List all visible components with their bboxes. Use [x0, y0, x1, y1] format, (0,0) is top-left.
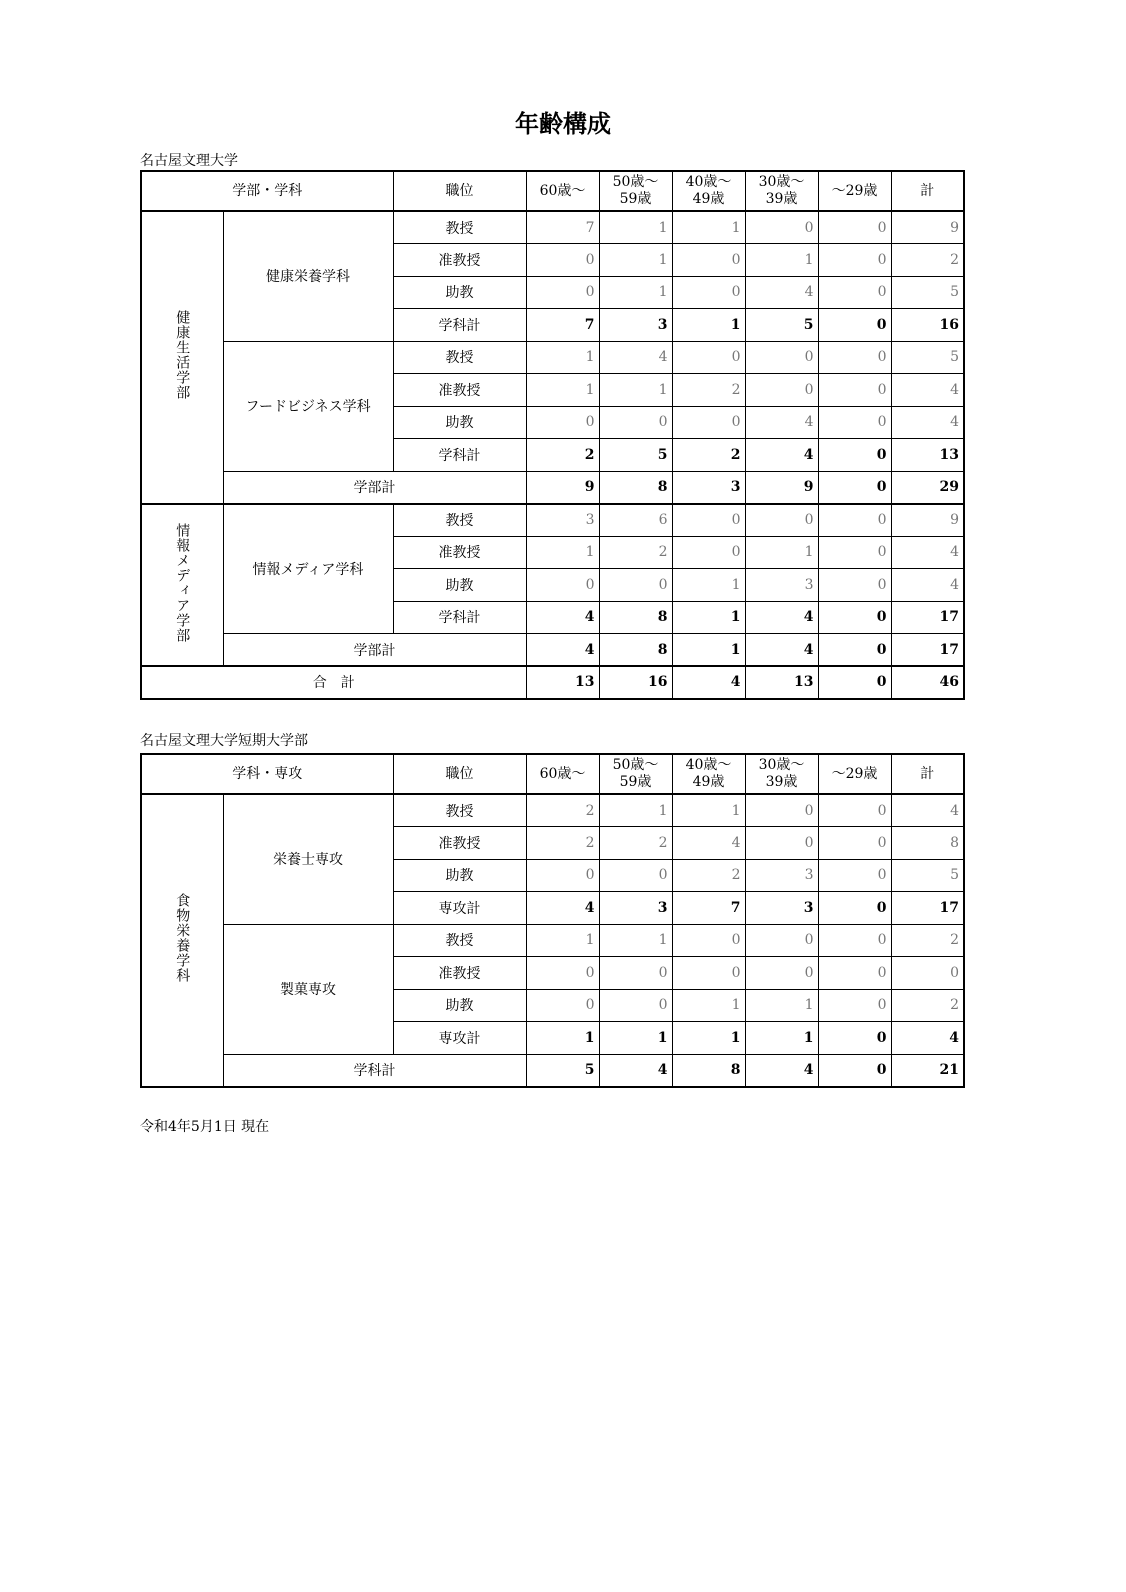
- rank-label: 教授: [393, 504, 526, 537]
- value-cell: 0: [818, 794, 891, 827]
- university-caption: 名古屋文理大学: [140, 153, 238, 169]
- value-cell: 17: [891, 892, 964, 925]
- value-cell: 3: [526, 504, 599, 537]
- faculty-name: 情報メディア学部: [141, 504, 223, 667]
- value-cell: 1: [672, 1022, 745, 1055]
- value-cell: 0: [818, 601, 891, 634]
- value-cell: 2: [672, 374, 745, 407]
- value-cell: 4: [745, 439, 818, 472]
- value-cell: 6: [599, 504, 672, 537]
- value-cell: 1: [599, 374, 672, 407]
- value-cell: 2: [672, 439, 745, 472]
- header-age-col: 60歳～: [526, 171, 599, 211]
- value-cell: 2: [672, 859, 745, 892]
- value-cell: 4: [745, 1054, 818, 1087]
- value-cell: 1: [672, 309, 745, 342]
- value-cell: 8: [672, 1054, 745, 1087]
- value-cell: 0: [526, 244, 599, 277]
- table-header-row: [141, 171, 964, 211]
- table-row: [141, 504, 964, 537]
- value-cell: 4: [526, 892, 599, 925]
- faculty-name: 健康生活学部: [141, 211, 223, 504]
- value-cell: 4: [891, 569, 964, 602]
- value-cell: 16: [599, 666, 672, 699]
- value-cell: 4: [526, 634, 599, 667]
- department-name: 情報メディア学科: [223, 504, 393, 634]
- value-cell: 0: [599, 989, 672, 1022]
- table-row: [141, 794, 964, 827]
- header-group: 学科・専攻: [141, 754, 393, 794]
- value-cell: 3: [599, 309, 672, 342]
- value-cell: 0: [818, 341, 891, 374]
- value-cell: 1: [599, 794, 672, 827]
- value-cell: 7: [526, 309, 599, 342]
- header-group: 学部・学科: [141, 171, 393, 211]
- value-cell: 0: [745, 794, 818, 827]
- value-cell: 0: [818, 244, 891, 277]
- rank-label: 教授: [393, 794, 526, 827]
- junior-college-age-table: [140, 753, 965, 1088]
- value-cell: 4: [745, 276, 818, 309]
- header-age-col: 40歳～ 49歳: [672, 171, 745, 211]
- value-cell: 9: [526, 471, 599, 504]
- value-cell: 3: [745, 859, 818, 892]
- rank-label: 准教授: [393, 374, 526, 407]
- rank-label: 准教授: [393, 957, 526, 990]
- value-cell: 9: [891, 211, 964, 244]
- value-cell: 0: [745, 341, 818, 374]
- value-cell: 17: [891, 601, 964, 634]
- rank-label: 教授: [393, 924, 526, 957]
- header-age-col: 30歳～ 39歳: [745, 171, 818, 211]
- value-cell: 4: [891, 536, 964, 569]
- rank-label: 学科計: [393, 309, 526, 342]
- value-cell: 0: [818, 1022, 891, 1055]
- value-cell: 4: [891, 406, 964, 439]
- value-cell: 0: [672, 536, 745, 569]
- value-cell: 2: [891, 244, 964, 277]
- value-cell: 5: [891, 341, 964, 374]
- value-cell: 0: [599, 406, 672, 439]
- value-cell: 3: [672, 471, 745, 504]
- header-age-col: 計: [891, 754, 964, 794]
- value-cell: 0: [818, 1054, 891, 1087]
- value-cell: 0: [745, 374, 818, 407]
- value-cell: 7: [672, 892, 745, 925]
- value-cell: 4: [526, 601, 599, 634]
- rank-label: 助教: [393, 569, 526, 602]
- header-age-col: 50歳～ 59歳: [599, 754, 672, 794]
- header-age-col: 30歳～ 39歳: [745, 754, 818, 794]
- value-cell: 0: [818, 634, 891, 667]
- header-rank: 職位: [393, 754, 526, 794]
- value-cell: 0: [818, 989, 891, 1022]
- value-cell: 8: [599, 601, 672, 634]
- subtotal-row: [141, 471, 964, 504]
- value-cell: 4: [891, 1022, 964, 1055]
- value-cell: 5: [526, 1054, 599, 1087]
- rank-label: 学科計: [393, 601, 526, 634]
- value-cell: 4: [599, 1054, 672, 1087]
- subtotal-label: 学科計: [223, 1054, 526, 1087]
- value-cell: 0: [818, 827, 891, 860]
- value-cell: 0: [672, 341, 745, 374]
- header-age-col: 計: [891, 171, 964, 211]
- rank-label: 専攻計: [393, 892, 526, 925]
- value-cell: 2: [526, 827, 599, 860]
- value-cell: 8: [599, 471, 672, 504]
- rank-label: 学科計: [393, 439, 526, 472]
- header-rank: 職位: [393, 171, 526, 211]
- value-cell: 0: [672, 244, 745, 277]
- department-name: 製菓専攻: [223, 924, 393, 1054]
- value-cell: 4: [745, 634, 818, 667]
- value-cell: 21: [891, 1054, 964, 1087]
- value-cell: 1: [599, 211, 672, 244]
- value-cell: 0: [818, 859, 891, 892]
- value-cell: 0: [818, 666, 891, 699]
- subtotal-row: [141, 1054, 964, 1087]
- value-cell: 4: [891, 374, 964, 407]
- value-cell: 46: [891, 666, 964, 699]
- value-cell: 3: [599, 892, 672, 925]
- value-cell: 1: [672, 601, 745, 634]
- value-cell: 2: [599, 536, 672, 569]
- value-cell: 8: [599, 634, 672, 667]
- rank-label: 准教授: [393, 244, 526, 277]
- value-cell: 4: [745, 406, 818, 439]
- value-cell: 1: [599, 924, 672, 957]
- value-cell: 2: [526, 794, 599, 827]
- value-cell: 2: [891, 924, 964, 957]
- value-cell: 3: [745, 569, 818, 602]
- value-cell: 1: [672, 794, 745, 827]
- junior-college-caption: 名古屋文理大学短期大学部: [140, 733, 308, 749]
- value-cell: 0: [818, 536, 891, 569]
- value-cell: 1: [526, 341, 599, 374]
- value-cell: 0: [891, 957, 964, 990]
- header-age-col: ～29歳: [818, 754, 891, 794]
- value-cell: 0: [672, 957, 745, 990]
- value-cell: 1: [745, 536, 818, 569]
- value-cell: 0: [526, 957, 599, 990]
- value-cell: 4: [672, 827, 745, 860]
- header-age-col: 50歳～ 59歳: [599, 171, 672, 211]
- value-cell: 0: [818, 471, 891, 504]
- rank-label: 助教: [393, 406, 526, 439]
- rank-label: 助教: [393, 989, 526, 1022]
- value-cell: 0: [818, 406, 891, 439]
- value-cell: 4: [672, 666, 745, 699]
- value-cell: 0: [818, 211, 891, 244]
- value-cell: 0: [745, 211, 818, 244]
- value-cell: 0: [672, 406, 745, 439]
- value-cell: 0: [818, 504, 891, 537]
- value-cell: 1: [599, 244, 672, 277]
- rank-label: 助教: [393, 276, 526, 309]
- value-cell: 0: [818, 924, 891, 957]
- table-header-row: [141, 754, 964, 794]
- value-cell: 1: [672, 989, 745, 1022]
- value-cell: 0: [818, 569, 891, 602]
- value-cell: 1: [526, 374, 599, 407]
- value-cell: 5: [745, 309, 818, 342]
- grand-total-label: 合 計: [141, 666, 526, 699]
- value-cell: 13: [526, 666, 599, 699]
- value-cell: 0: [672, 504, 745, 537]
- rank-label: 教授: [393, 211, 526, 244]
- value-cell: 0: [745, 827, 818, 860]
- faculty-name: 食物栄養学科: [141, 794, 223, 1087]
- rank-label: 助教: [393, 859, 526, 892]
- value-cell: 5: [599, 439, 672, 472]
- rank-label: 准教授: [393, 536, 526, 569]
- value-cell: 29: [891, 471, 964, 504]
- value-cell: 0: [599, 859, 672, 892]
- value-cell: 8: [891, 827, 964, 860]
- header-age-col: 40歳～ 49歳: [672, 754, 745, 794]
- value-cell: 0: [672, 924, 745, 957]
- value-cell: 5: [891, 276, 964, 309]
- value-cell: 4: [599, 341, 672, 374]
- value-cell: 0: [745, 504, 818, 537]
- value-cell: 13: [745, 666, 818, 699]
- value-cell: 0: [818, 892, 891, 925]
- as-of-date: 令和4年5月1日 現在: [140, 1119, 270, 1135]
- page-title: 年齢構成: [515, 110, 611, 138]
- value-cell: 3: [745, 892, 818, 925]
- department-name: 栄養士専攻: [223, 794, 393, 924]
- value-cell: 1: [526, 1022, 599, 1055]
- value-cell: 1: [526, 924, 599, 957]
- value-cell: 0: [818, 439, 891, 472]
- value-cell: 0: [599, 957, 672, 990]
- value-cell: 5: [891, 859, 964, 892]
- subtotal-label: 学部計: [223, 634, 526, 667]
- subtotal-row: [141, 634, 964, 667]
- value-cell: 0: [526, 406, 599, 439]
- value-cell: 1: [745, 989, 818, 1022]
- value-cell: 1: [745, 1022, 818, 1055]
- rank-label: 准教授: [393, 827, 526, 860]
- header-age-col: ～29歳: [818, 171, 891, 211]
- value-cell: 1: [672, 569, 745, 602]
- value-cell: 2: [891, 989, 964, 1022]
- department-name: 健康栄養学科: [223, 211, 393, 341]
- value-cell: 2: [526, 439, 599, 472]
- value-cell: 0: [818, 309, 891, 342]
- table-row: [141, 924, 964, 957]
- value-cell: 17: [891, 634, 964, 667]
- value-cell: 0: [818, 957, 891, 990]
- value-cell: 0: [526, 276, 599, 309]
- value-cell: 4: [891, 794, 964, 827]
- value-cell: 0: [818, 374, 891, 407]
- university-age-table: [140, 170, 965, 700]
- value-cell: 0: [526, 859, 599, 892]
- value-cell: 0: [745, 924, 818, 957]
- value-cell: 13: [891, 439, 964, 472]
- subtotal-label: 学部計: [223, 471, 526, 504]
- value-cell: 9: [891, 504, 964, 537]
- value-cell: 16: [891, 309, 964, 342]
- value-cell: 1: [672, 211, 745, 244]
- rank-label: 教授: [393, 341, 526, 374]
- department-name: フードビジネス学科: [223, 341, 393, 471]
- rank-label: 専攻計: [393, 1022, 526, 1055]
- value-cell: 1: [672, 634, 745, 667]
- grand-total-row: [141, 666, 964, 699]
- value-cell: 1: [599, 1022, 672, 1055]
- value-cell: 0: [745, 957, 818, 990]
- value-cell: 2: [599, 827, 672, 860]
- value-cell: 0: [526, 569, 599, 602]
- header-age-col: 60歳～: [526, 754, 599, 794]
- value-cell: 1: [745, 244, 818, 277]
- value-cell: 7: [526, 211, 599, 244]
- value-cell: 4: [745, 601, 818, 634]
- value-cell: 0: [526, 989, 599, 1022]
- value-cell: 0: [599, 569, 672, 602]
- value-cell: 0: [672, 276, 745, 309]
- value-cell: 1: [526, 536, 599, 569]
- table-row: [141, 341, 964, 374]
- value-cell: 9: [745, 471, 818, 504]
- value-cell: 1: [599, 276, 672, 309]
- value-cell: 0: [818, 276, 891, 309]
- table-row: [141, 211, 964, 244]
